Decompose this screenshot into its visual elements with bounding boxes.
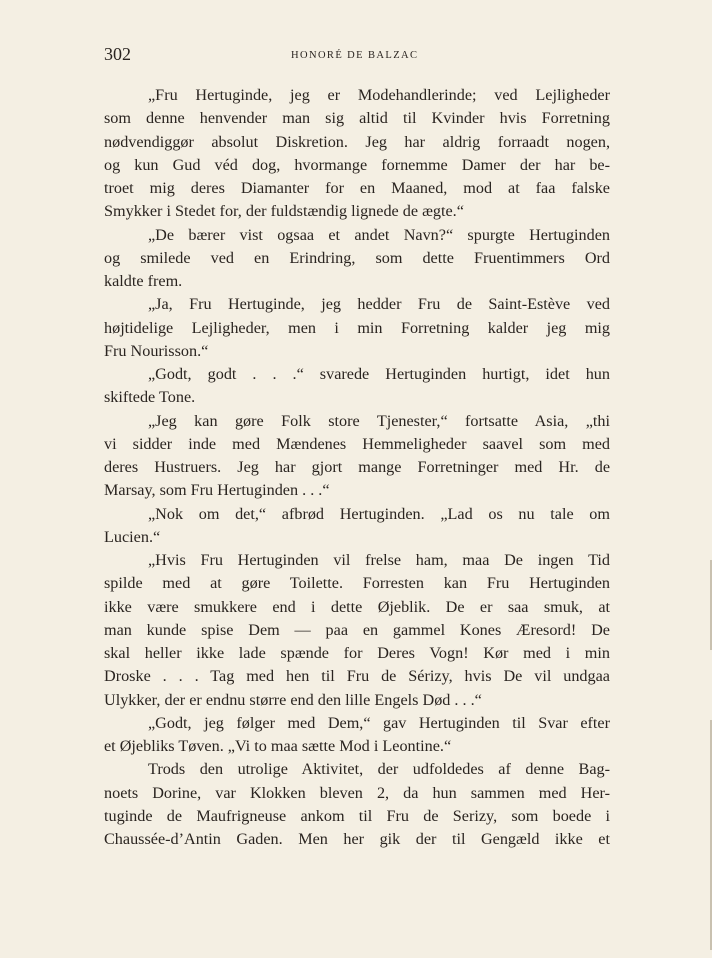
text-line: spilde med at gøre Toilette. Forresten kan Fru Hertuginden: [104, 574, 610, 593]
running-title: HONORÉ DE BALZAC: [291, 50, 419, 61]
text-line: tuginde de Maufrigneuse ankom til Fru de Serizy, som boede i: [104, 806, 610, 825]
text-line: og smilede ved en Erindring, som dette Fruentimmers Ord: [104, 248, 610, 267]
text-line: vi sidder inde med Mændenes Hemmeligheder saavel som med: [104, 434, 610, 453]
text-line: Marsay, som Fru Hertuginden . . .“: [104, 481, 330, 500]
page-header: [104, 44, 610, 72]
page-number: 302: [104, 44, 131, 64]
text-line: Lucien.“: [104, 527, 161, 546]
text-line: Smykker i Stedet for, der fuldstændig lignede de ægte.“: [104, 202, 464, 221]
text-line: Ulykker, der er endnu større end den lille Engels Død . . .“: [104, 690, 482, 709]
text-line: og kun Gud véd dog, hvormange fornemme Damer der har be-: [104, 155, 610, 174]
text-line: „Jeg kan gøre Folk store Tjenester,“ fortsatte Asia, „thi: [148, 411, 610, 430]
text-line: „Godt, jeg følger med Dem,“ gav Hertuginden til Svar efter: [148, 713, 610, 732]
text-line: kaldte frem.: [104, 272, 183, 290]
text-line: som denne henvender man sig altid til Kvinder hvis Forretning: [104, 109, 610, 128]
text-line: nødvendiggør absolut Diskretion. Jeg har aldrig forraadt nogen,: [104, 132, 610, 151]
text-line: Fru Nourisson.“: [104, 341, 209, 360]
text-line: Droske . . . Tag med hen til Fru de Sérizy, hvis De vil undgaa: [104, 667, 610, 686]
text-line: „Godt, godt . . .“ svarede Hertuginden hurtigt, idet hun: [148, 365, 610, 383]
text-line: „De bærer vist ogsaa et andet Navn?“ spurgte Hertuginden: [148, 225, 610, 244]
text-line: man kunde spise Dem — paa en gammel Kones Æresord! De: [104, 620, 610, 639]
text-line: „Hvis Fru Hertuginden vil frelse ham, maa De ingen Tid: [148, 551, 610, 569]
text-line: Chaussée-d’Antin Gaden. Men her gik der til Gengæld ikke et: [104, 830, 610, 848]
text-line: ikke være smukkere end i dette Øjeblik. De er saa smuk, at: [104, 597, 610, 616]
text-line: deres Hustruers. Jeg har gjort mange Forretninger med Hr. de: [104, 458, 610, 476]
text-line: noets Dorine, var Klokken bleven 2, da hun sammen med Her-: [104, 783, 610, 802]
text-line: „Fru Hertuginde, jeg er Modehandlerinde; ved Lejligheder: [148, 86, 610, 104]
text-line: „Ja, Fru Hertuginde, jeg hedder Fru de Saint-Estève ved: [148, 295, 610, 314]
text-line: højtidelige Lejligheder, men i min Forretning kalder jeg mig: [104, 318, 610, 337]
text-line: skiftede Tone.: [104, 388, 196, 407]
body-text: [104, 84, 610, 851]
text-line: „Nok om det,“ afbrød Hertuginden. „Lad os nu tale om: [148, 504, 610, 523]
text-line: skal heller ikke lade spænde for Deres Vogn! Kør med i min: [104, 644, 610, 662]
text-line: Trods den utrolige Aktivitet, der udfoldedes af denne Bag-: [148, 760, 610, 779]
text-line: et Øjebliks Tøven. „Vi to maa sætte Mod i Leontine.“: [104, 737, 452, 755]
text-line: troet mig deres Diamanter for en Maaned, mod at faa falske: [104, 179, 610, 197]
